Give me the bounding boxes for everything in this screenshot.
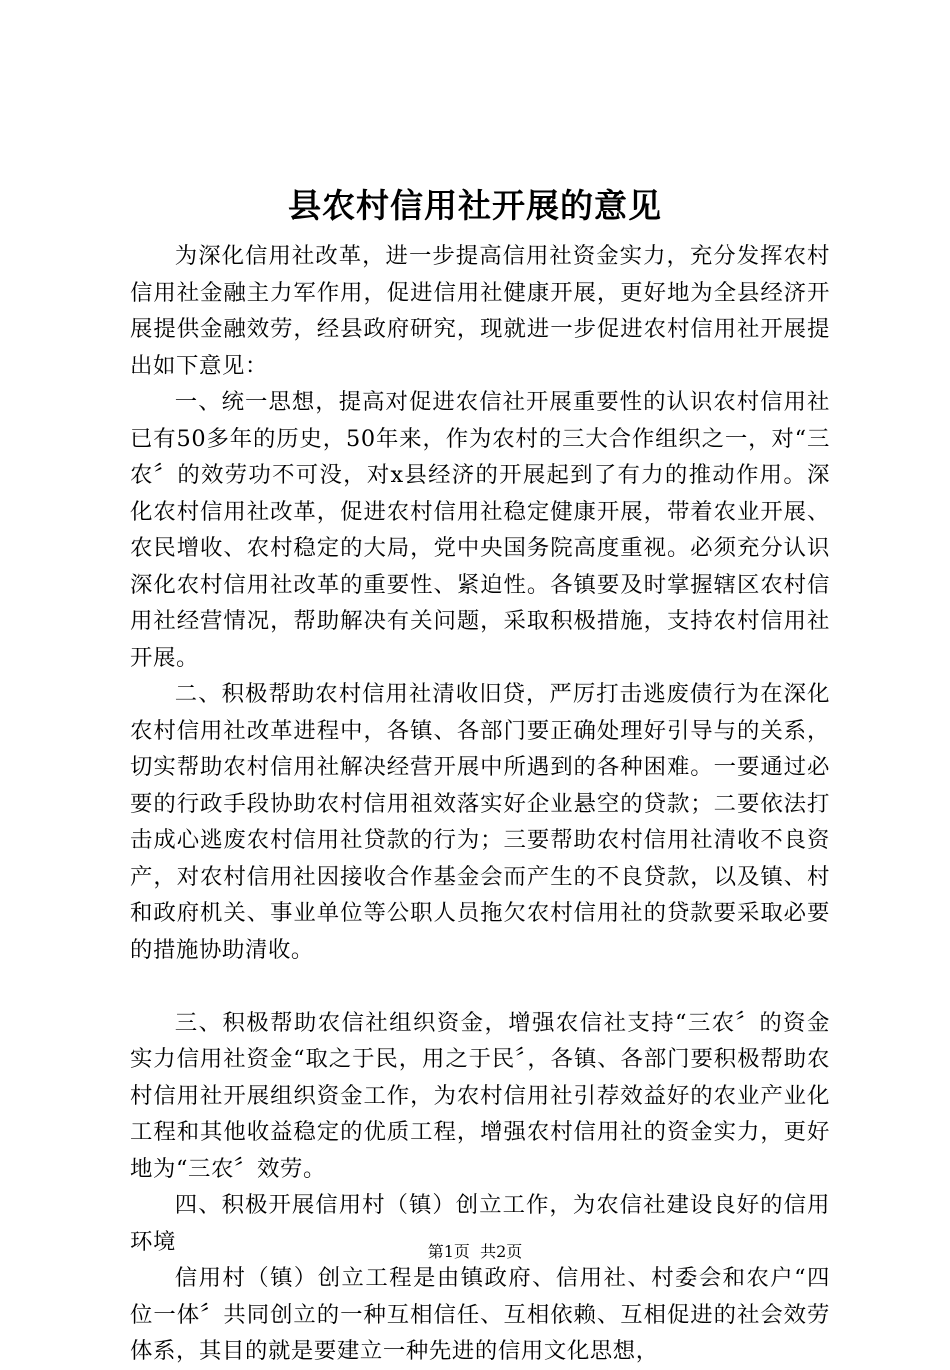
document-title: 县农村信用社开展的意见 [288,186,662,225]
page-number: 第1页 [427,1242,470,1261]
paragraph-intro: 为深化信用社改革，进一步提高信用社资金实力，充分发挥农村信用社金融主力军作用，促进信用社健康开展，更好地为全县经济开展提供金融效劳，经县政府研究，现就进一步促进农村信用社开展提出如下意见： [130,243,830,379]
document-body [130,238,830,1370]
paragraph-section-1: 一、统一思想，提高对促进农信社开展重要性的认识农村信用社已有50多年的历史，50年来，作为农村的三大合作组织之一，对“三农〞的效劳功不可没，对x县经济的开展起到了有力的推动作用。深化农村信用社改革，促进农村信用社稳定健康开展，带着农业开展、农民增收、农村稳定的大局，党中央国务院高度重视。必须充分认识深化农村信用社改革的重要性、紧迫性。各镇要及时掌握辖区农村信用社经营情况，帮助解决有关问题，采取积极措施，支持农村信用社开展。 [130,389,830,671]
paragraph-section-4-heading: 四、积极开展信用村（镇）创立工作，为农信社建设良好的信用环境 [130,1192,830,1255]
page-total: 共2页 [480,1242,523,1261]
paragraph-section-4-body: 信用村（镇）创立工程是由镇政府、信用社、村委会和农户“四位一体〞共同创立的一种互相信任、互相依赖、互相促进的社会效劳体系，其目的就是要建立一种先进的信用文化思想， [130,1265,830,1364]
paragraph-section-3: 三、积极帮助农信社组织资金，增强农信社支持“三农〞的资金实力信用社资金“取之于民，用之于民〞，各镇、各部门要积极帮助农村信用社开展组织资金工作，为农村信用社引荐效益好的农业产业化工程和其他收益稳定的优质工程，增强农村信用社的资金实力，更好地为“三农〞效劳。 [130,1009,830,1182]
paragraph-section-2: 二、积极帮助农村信用社清收旧贷，严厉打击逃废债行为在深化农村信用社改革进程中，各镇、各部门要正确处理好引导与的关系，切实帮助农村信用社解决经营开展中所遇到的各种困难。一要通过必要的行政手段协助农村信用祖效落实好企业悬空的贷款；二要依法打击成心逃废农村信用社贷款的行为；三要帮助农村信用社清收不良资产，对农村信用社因接收合作基金会而产生的不良贷款，以及镇、村和政府机关、事业单位等公职人员拖欠农村信用社的贷款要采取必要的措施协助清收。 [130,681,830,963]
page-footer [0,1241,950,1263]
